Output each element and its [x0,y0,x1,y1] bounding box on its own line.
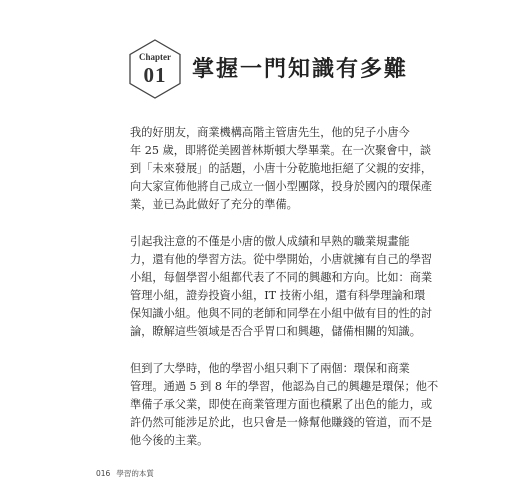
text-line: 論，瞭解這些領域是否合乎胃口和興趣，儲備相關的知識。 [130,325,421,338]
body-text [130,124,439,469]
text-line: 引起我注意的不僅是小唐的傲人成績和早熟的職業規畫能 [130,235,410,248]
chapter-badge [128,38,182,100]
page-number: 016 [96,469,111,478]
text-line: 小組，每個學習小組都代表了不同的興趣和方向。比如：商業 [130,271,433,284]
text-line: 許仍然可能涉足於此，也只會是一條幫他賺錢的管道，而不是 [130,416,433,429]
text-line: 力，還有他的學習方法。從中學開始，小唐就擁有自己的學習 [130,253,433,266]
text-line: 業，並已為此做好了充分的準備。 [130,198,298,211]
chapter-label: Chapter [139,52,171,62]
text-line: 準備子承父業，即使在商業管理方面也積累了出色的能力，或 [130,398,433,411]
text-line: 年 25 歲，即將從美國普林斯頓大學畢業。在一次聚會中，談 [130,144,432,157]
text-line: 他今後的主業。 [130,434,209,447]
text-line: 保知識小組。他與不同的老師和同學在小組中做有目的性的討 [130,307,433,320]
paragraph [130,124,433,214]
paragraph [130,360,439,450]
text-line: 管理。通過 5 到 8 年的學習，他認為自己的興趣是環保；他不 [130,380,439,393]
page-footer [96,468,160,479]
paragraph [130,233,433,341]
text-line: 我的好朋友，商業機構高階主管唐先生，他的兒子小唐今 [130,126,410,139]
text-line: 向大家宣佈他將自己成立一個小型團隊，投身於國內的環保產 [130,180,433,193]
book-title: 學習的本質 [116,469,154,478]
text-line: 到「未來發展」的話題，小唐十分乾脆地拒絕了父親的安排， [130,162,433,175]
text-line: 但到了大學時，他的學習小組只剩下了兩個：環保和商業 [130,362,410,375]
text-line: 管理小組，證券投資小組，IT 技術小組，還有科學理論和環 [130,289,426,302]
chapter-title: 掌握一門知識有多難 [192,57,409,82]
chapter-number: 01 [143,63,167,87]
